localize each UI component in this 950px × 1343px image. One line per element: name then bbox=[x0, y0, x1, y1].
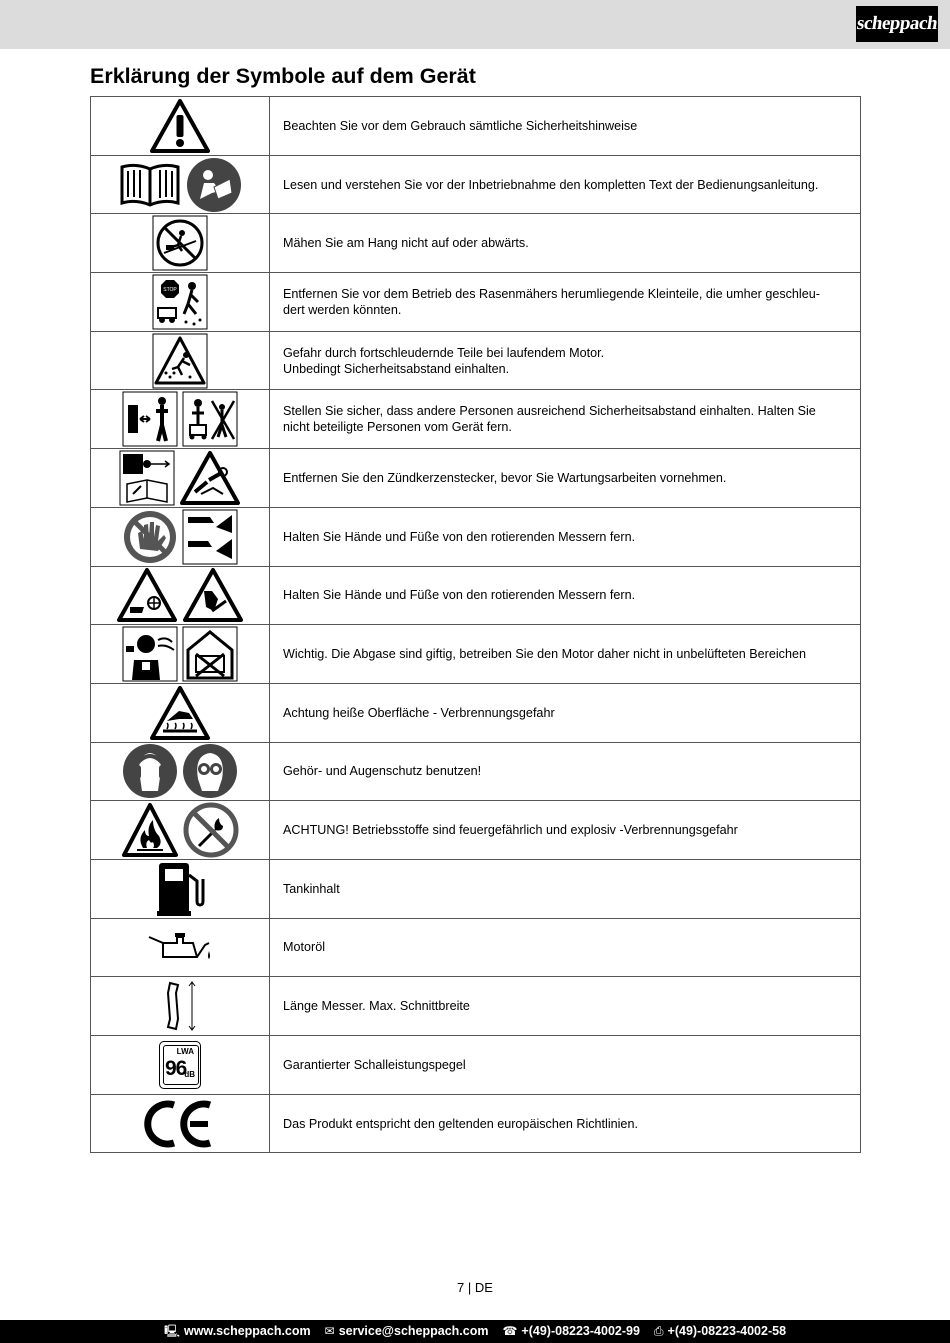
computer-icon: 🖳 bbox=[163, 1324, 180, 1338]
table-row bbox=[91, 625, 861, 684]
symbol-table bbox=[90, 96, 861, 1153]
sound-unit: dB bbox=[184, 1069, 195, 1079]
table-row bbox=[91, 1036, 861, 1095]
table-row bbox=[91, 977, 861, 1036]
footer-phone[interactable]: ☎ +(49)-08223-4002-99 bbox=[502, 1320, 639, 1343]
table-row bbox=[91, 742, 861, 801]
row-description: Achtung heiße Oberfläche - Verbrennungsgefahr bbox=[270, 683, 861, 742]
row-description: Das Produkt entspricht den geltenden europäischen Richtlinien. bbox=[270, 1094, 861, 1153]
footer-bar bbox=[0, 1320, 950, 1343]
table-row bbox=[91, 214, 861, 273]
row-description: Beachten Sie vor dem Gebrauch sämtliche Sicherheitshinweise bbox=[270, 97, 861, 156]
row-description: Motoröl bbox=[270, 918, 861, 977]
row-description: Tankinhalt bbox=[270, 859, 861, 918]
table-row bbox=[91, 801, 861, 860]
no-hand-icon bbox=[122, 509, 178, 565]
row-description: ACHTUNG! Betriebsstoffe sind feuergefährlich und explosiv -Verbrennungsgefahr bbox=[270, 801, 861, 860]
ear-protection-icon bbox=[122, 743, 178, 799]
fax-icon: ⎙ bbox=[653, 1324, 664, 1338]
blade-length-icon bbox=[160, 979, 200, 1033]
page-number: 7 | DE bbox=[457, 1280, 493, 1295]
blade-foot-warning-icon bbox=[116, 567, 178, 623]
table-row bbox=[91, 683, 861, 742]
table-row bbox=[91, 97, 861, 156]
footer-fax[interactable]: ⎙ +(49)-08223-4002-58 bbox=[654, 1320, 786, 1343]
page-title: Erklärung der Symbole auf dem Gerät bbox=[90, 64, 476, 88]
table-row bbox=[91, 449, 861, 508]
table-row bbox=[91, 859, 861, 918]
row-description: Garantierter Schalleistungspegel bbox=[270, 1036, 861, 1095]
row-description: Stellen Sie sicher, dass andere Personen ausreichend Sicherheitsabstand einhalten. Halten Sie nicht beteiligte Personen vom Gerät fern. bbox=[270, 390, 861, 449]
table-row bbox=[91, 273, 861, 332]
table-row bbox=[91, 507, 861, 566]
hot-surface-icon bbox=[149, 685, 211, 741]
table-row bbox=[91, 390, 861, 449]
sound-power-label-icon bbox=[159, 1041, 201, 1089]
open-book-icon bbox=[118, 161, 182, 209]
mail-icon: ✉ bbox=[324, 1324, 335, 1338]
row-description: Wichtig. Die Abgase sind giftig, betreiben Sie den Motor daher nicht in unbelüfteten Bereichen bbox=[270, 625, 861, 684]
table-row bbox=[91, 918, 861, 977]
phone-icon: ☎ bbox=[502, 1324, 518, 1338]
sound-value: 96 bbox=[165, 1056, 187, 1080]
warning-triangle-icon bbox=[149, 98, 211, 154]
row-description: Länge Messer. Max. Schnittbreite bbox=[270, 977, 861, 1036]
row-description: Halten Sie Hände und Füße von den rotierenden Messern fern. bbox=[270, 566, 861, 625]
maintenance-wrench-icon bbox=[179, 450, 241, 506]
sound-lwa: LWA bbox=[176, 1046, 194, 1056]
footer-website[interactable]: 🖳 www.scheppach.com bbox=[164, 1320, 311, 1343]
table-row bbox=[91, 155, 861, 214]
svg-text:STOP: STOP bbox=[163, 286, 177, 293]
no-slope-mowing-icon bbox=[152, 215, 208, 271]
table-row bbox=[91, 331, 861, 390]
toxic-fumes-icon bbox=[122, 626, 178, 682]
eye-protection-icon bbox=[182, 743, 238, 799]
no-open-flame-icon bbox=[183, 802, 239, 858]
flammable-warning-icon bbox=[121, 802, 179, 858]
row-description: Gefahr durch fortschleudernde Teile bei laufendem Motor. Unbedingt Sicherheitsabstand einhalten. bbox=[270, 331, 861, 390]
row-description: Halten Sie Hände und Füße von den rotierenden Messern fern. bbox=[270, 507, 861, 566]
scheppach-logo: scheppach bbox=[856, 6, 938, 42]
row-description: Entfernen Sie den Zündkerzenstecker, bevor Sie Wartungsarbeiten vornehmen. bbox=[270, 449, 861, 508]
top-bar bbox=[0, 0, 950, 49]
oil-can-icon bbox=[147, 927, 213, 967]
hand-foot-blade-icon bbox=[182, 509, 238, 565]
footer-email[interactable]: ✉ service@scheppach.com bbox=[325, 1320, 489, 1343]
thrown-objects-icon bbox=[152, 333, 208, 389]
keep-bystanders-away-icon bbox=[182, 391, 238, 447]
row-description: Gehör- und Augenschutz benutzen! bbox=[270, 742, 861, 801]
fuel-pump-icon bbox=[155, 861, 205, 917]
read-manual-icon bbox=[186, 157, 242, 213]
spark-plug-manual-icon bbox=[119, 450, 175, 506]
ce-mark-icon bbox=[144, 1099, 216, 1149]
table-row bbox=[91, 1094, 861, 1153]
table-row bbox=[91, 566, 861, 625]
row-description: Lesen und verstehen Sie vor der Inbetriebnahme den kompletten Text der Bedienungsanleitung. bbox=[270, 155, 861, 214]
blade-hand-warning-icon bbox=[182, 567, 244, 623]
row-description: Mähen Sie am Hang nicht auf oder abwärts. bbox=[270, 214, 861, 273]
safety-distance-icon bbox=[122, 391, 178, 447]
remove-debris-icon bbox=[152, 274, 208, 330]
row-description: Entfernen Sie vor dem Betrieb des Rasenmähers herumliegende Kleinteile, die umher geschleu-dert werden könnten. bbox=[270, 273, 861, 332]
no-indoor-operation-icon bbox=[182, 626, 238, 682]
